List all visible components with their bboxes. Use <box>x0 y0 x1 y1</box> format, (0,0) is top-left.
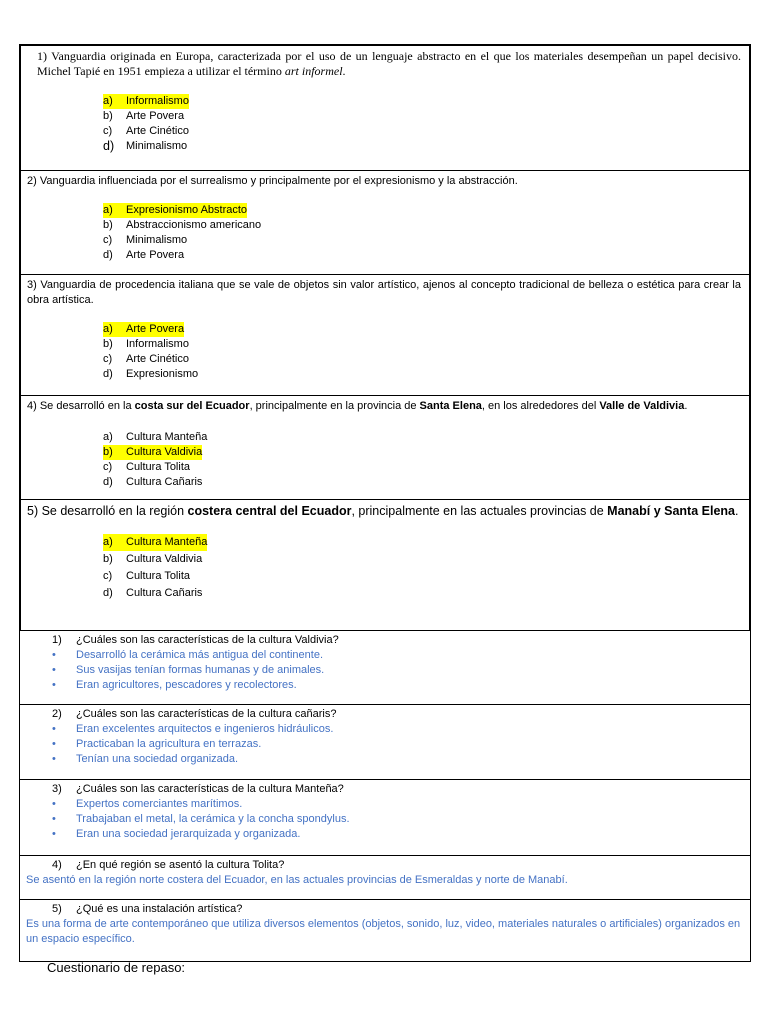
option-d[interactable]: d) Cultura Cañaris <box>103 476 203 488</box>
option-d[interactable]: d) Minimalismo <box>103 139 188 153</box>
mc-question-5 <box>21 500 749 630</box>
open-question-text: 5) ¿Qué es una instalación artística? <box>52 903 243 915</box>
multiple-choice-table <box>19 44 751 631</box>
answer-bullet: • Tenían una sociedad organizada. <box>52 753 239 765</box>
option-a[interactable]: a) Informalismo <box>103 95 189 107</box>
answer-bullet: • Practicaban la agricultura en terrazas. <box>52 738 262 750</box>
answer-bullet: • Sus vasijas tenían formas humanas y de animales. <box>52 664 325 676</box>
answer-list <box>24 797 746 842</box>
open-question-1 <box>20 631 750 705</box>
option-b[interactable]: b) Abstraccionismo americano <box>103 219 262 231</box>
mc-question-1 <box>21 46 749 171</box>
mc-question-3 <box>21 275 749 396</box>
open-question-text: 3) ¿Cuáles son las características de la cultura Manteña? <box>52 783 344 795</box>
option-c[interactable]: c) Arte Cinético <box>103 353 189 365</box>
worksheet <box>19 44 751 962</box>
option-list <box>27 430 741 490</box>
open-question-text: 4) ¿En qué región se asentó la cultura Tolita? <box>52 859 285 871</box>
answer-bullet: • Desarrolló la cerámica más antigua del continente. <box>52 649 324 661</box>
mc-question-2 <box>21 171 749 275</box>
option-a[interactable]: a) Cultura Manteña <box>103 534 741 551</box>
option-a[interactable]: a) Expresionismo Abstracto <box>103 204 248 216</box>
open-questions-table <box>19 631 751 962</box>
open-question-text: 1) ¿Cuáles son las características de la cultura Valdivia? <box>52 634 339 646</box>
mc-question-text: 3) Vanguardia de procedencia italiana que se vale de objetos sin valor artístico, ajenos al concepto tradicional de belleza o estética para crear la obra artística. <box>27 279 741 306</box>
option-a[interactable]: a) Arte Povera <box>103 323 185 335</box>
answer-text: Se asentó en la región norte costera del Ecuador, en las actuales provincias de Esmeraldas y norte de Manabí. <box>26 874 568 886</box>
option-list <box>27 203 741 263</box>
mc-question-4 <box>21 396 749 500</box>
answer-list <box>24 648 746 693</box>
answer-bullet: • Eran una sociedad jerarquizada y organizada. <box>52 828 301 840</box>
footer-title: Cuestionario de repaso: <box>47 960 186 975</box>
option-d[interactable]: d) Cultura Cañaris <box>103 587 203 599</box>
option-c[interactable]: c) Cultura Tolita <box>103 570 190 582</box>
answer-list <box>24 722 746 767</box>
option-b[interactable]: b) Arte Povera <box>103 110 185 122</box>
answer-bullet: • Trabajaban el metal, la cerámica y la concha spondylus. <box>52 813 350 825</box>
option-list <box>27 322 741 382</box>
option-c[interactable]: c) Cultura Tolita <box>103 461 190 473</box>
open-question-2 <box>20 705 750 780</box>
option-c[interactable]: c) Minimalismo <box>103 234 188 246</box>
open-question-4 <box>20 856 750 900</box>
answer-bullet: • Expertos comerciantes marítimos. <box>52 798 243 810</box>
answer-bullet: • Eran excelentes arquitectos e ingenieros hidráulicos. <box>52 723 334 735</box>
open-question-5 <box>20 900 750 961</box>
mc-question-text: 4) Se desarrolló en la costa sur del Ecuador, principalmente en la provincia de Santa Elena, en los alrededores del Valle de Valdivia. <box>27 400 688 412</box>
mc-question-text: 5) Se desarrolló en la región costera central del Ecuador, principalmente en las actuales provincias de Manabí y Santa Elena. <box>27 504 739 518</box>
option-d[interactable]: d) Arte Povera <box>103 249 185 261</box>
open-question-text: 2) ¿Cuáles son las características de la cultura cañaris? <box>52 708 337 720</box>
option-a[interactable]: a) Cultura Manteña <box>103 431 208 443</box>
answer-bullet: • Eran agricultores, pescadores y recolectores. <box>52 679 297 691</box>
option-c[interactable]: c) Arte Cinético <box>103 125 189 137</box>
open-question-3 <box>20 780 750 856</box>
mc-question-text: 1) Vanguardia originada en Europa, caracterizada por el uso de un lenguaje abstracto en el que los materiales desempeñan un papel decisivo. Michel Tapié en 1951 empieza a utilizar el término art informel. <box>37 49 741 78</box>
option-b[interactable]: b) Cultura Valdivia <box>103 446 203 458</box>
answer-text: Es una forma de arte contemporáneo que utiliza diversos elementos (objetos, sonido, luz, video, materiales naturales o artificiales) organizados en un espacio específico. <box>26 918 741 945</box>
option-d[interactable]: d) Expresionismo <box>103 368 199 380</box>
option-b[interactable]: b) Informalismo <box>103 338 189 350</box>
option-list <box>27 534 741 602</box>
option-b[interactable]: b) Cultura Valdivia <box>103 553 203 565</box>
mc-question-text: 2) Vanguardia influenciada por el surrealismo y principalmente por el expresionismo y la abstracción. <box>27 175 518 187</box>
option-list <box>27 94 741 155</box>
